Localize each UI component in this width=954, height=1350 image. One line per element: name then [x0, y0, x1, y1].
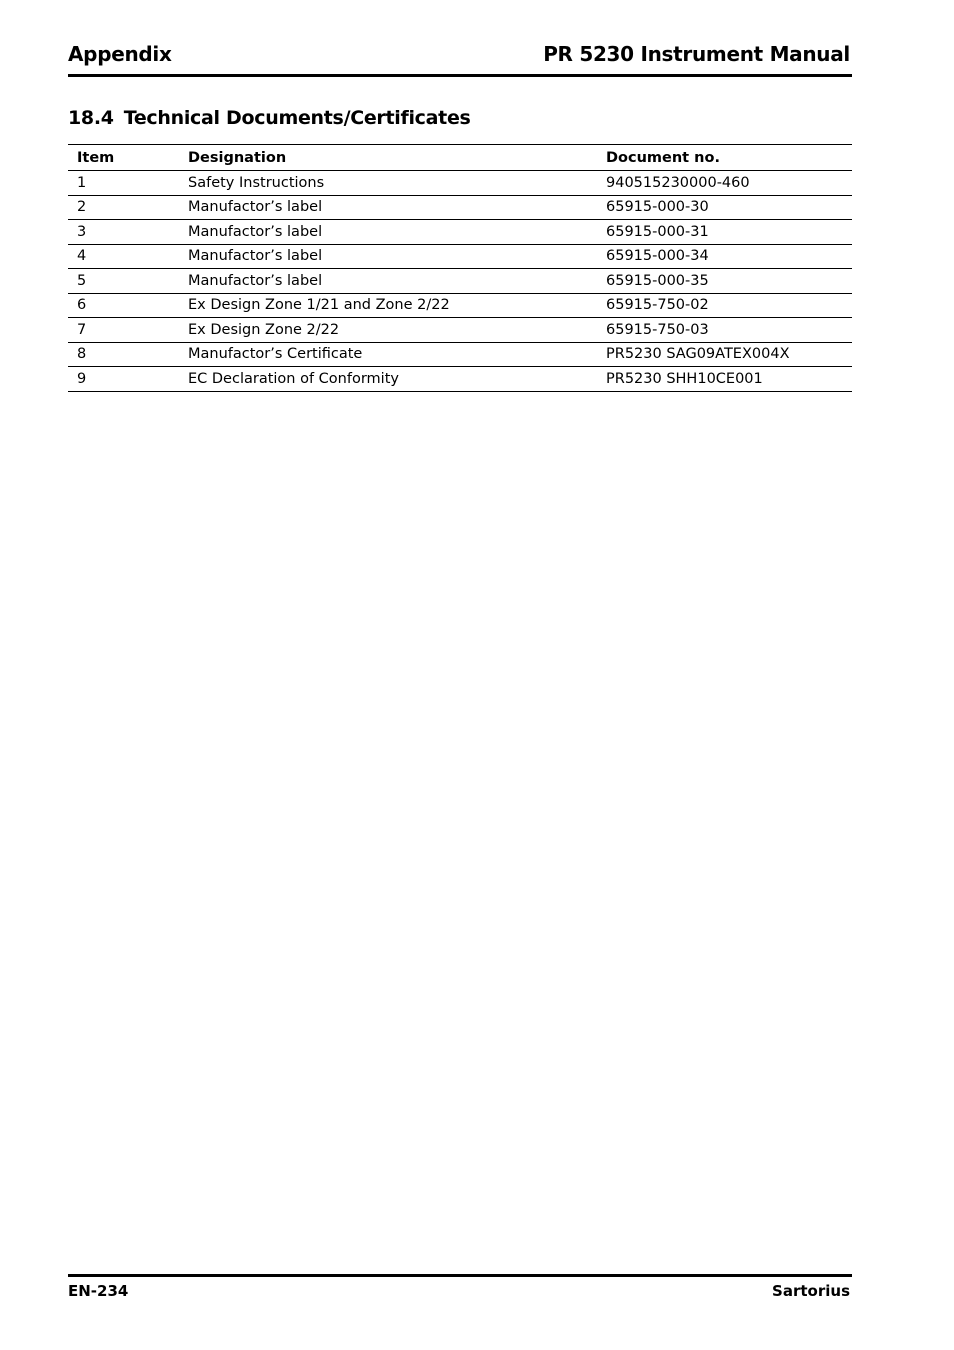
cell-designation: Manufactor’s label	[188, 220, 606, 245]
table-row	[68, 195, 852, 220]
cell-document-no: 65915-000-31	[606, 220, 852, 245]
cell-designation: Manufactor’s label	[188, 244, 606, 269]
cell-designation: Safety Instructions	[188, 171, 606, 196]
cell-document-no: 65915-000-34	[606, 244, 852, 269]
table-row	[68, 244, 852, 269]
cell-item: 4	[68, 244, 188, 269]
cell-designation: Ex Design Zone 1/21 and Zone 2/22	[188, 293, 606, 318]
cell-document-no: PR5230 SAG09ATEX004X	[606, 342, 852, 367]
page-number: EN-234	[68, 1282, 129, 1300]
cell-document-no: 65915-000-30	[606, 195, 852, 220]
cell-document-no: 65915-750-02	[606, 293, 852, 318]
table-row	[68, 171, 852, 196]
column-header-designation: Designation	[188, 145, 606, 171]
cell-designation: Manufactor’s label	[188, 195, 606, 220]
section-heading	[68, 107, 471, 129]
cell-item: 9	[68, 367, 188, 392]
column-header-item: Item	[68, 145, 188, 171]
cell-item: 5	[68, 269, 188, 294]
cell-item: 3	[68, 220, 188, 245]
section-title-text: Technical Documents/Certificates	[123, 107, 471, 129]
cell-item: 1	[68, 171, 188, 196]
cell-item: 8	[68, 342, 188, 367]
cell-designation: Manufactor’s label	[188, 269, 606, 294]
cell-document-no: 65915-000-35	[606, 269, 852, 294]
table-row	[68, 269, 852, 294]
header-manual-title: PR 5230 Instrument Manual	[543, 42, 850, 66]
header-section-name: Appendix	[68, 42, 172, 66]
cell-designation: Ex Design Zone 2/22	[188, 318, 606, 343]
cell-document-no: 940515230000-460	[606, 171, 852, 196]
page-header	[68, 40, 852, 77]
table-row	[68, 293, 852, 318]
cell-document-no: 65915-750-03	[606, 318, 852, 343]
page-footer	[68, 1274, 852, 1300]
cell-item: 7	[68, 318, 188, 343]
footer-brand: Sartorius	[772, 1282, 850, 1300]
cell-designation: EC Declaration of Conformity	[188, 367, 606, 392]
cell-designation: Manufactor’s Certificate	[188, 342, 606, 367]
cell-item: 6	[68, 293, 188, 318]
table-header-row	[68, 145, 852, 171]
documents-table	[68, 144, 852, 392]
table-row	[68, 318, 852, 343]
table-row	[68, 220, 852, 245]
cell-item: 2	[68, 195, 188, 220]
cell-document-no: PR5230 SHH10CE001	[606, 367, 852, 392]
table-row	[68, 342, 852, 367]
column-header-document-no: Document no.	[606, 145, 852, 171]
section-number: 18.4	[68, 107, 114, 129]
table-row	[68, 367, 852, 392]
